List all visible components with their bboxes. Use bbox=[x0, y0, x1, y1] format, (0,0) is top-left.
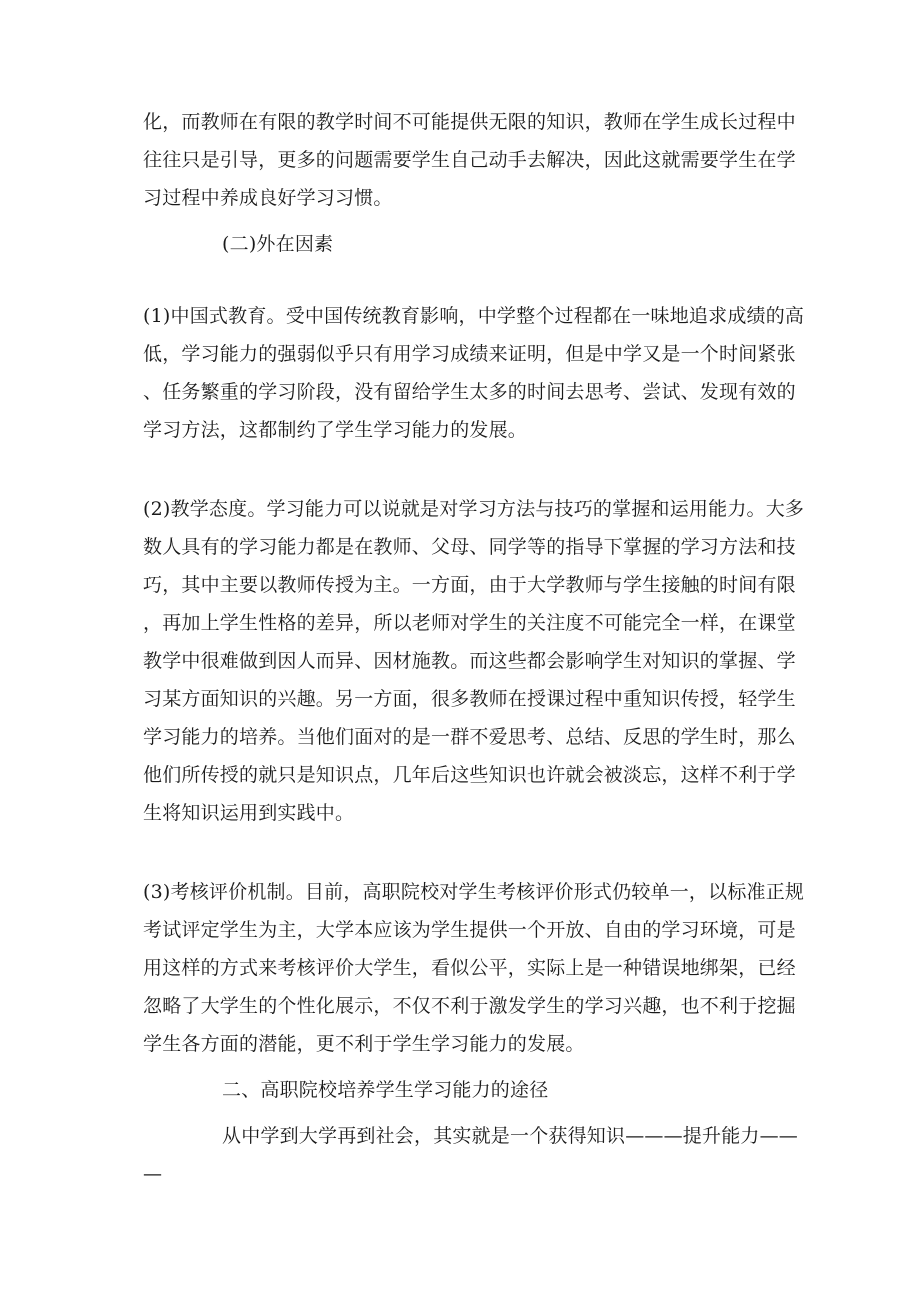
paragraph-line: 巧，其中主要以教师传授为主。一方面，由于大学教师与学生接触的时间有限 bbox=[143, 574, 796, 596]
paragraph-line: ，再加上学生性格的差异，所以老师对学生的关注度不可能完全一样，在课堂 bbox=[143, 612, 796, 634]
paragraph-line: 、任务繁重的学习阶段，没有留给学生太多的时间去思考、尝试、发现有效的 bbox=[143, 381, 796, 403]
paragraph-line: 忽略了大学生的个性化展示，不仅不利于激发学生的学习兴趣，也不利于挖掘 bbox=[143, 995, 796, 1017]
paragraph-line: — bbox=[143, 1163, 163, 1185]
section-heading-learning-pathways: 二、高职院校培养学生学习能力的途径 bbox=[222, 1079, 549, 1101]
paragraph-line: 数人具有的学习能力都是在教师、父母、同学等的指导下掌握的学习方法和技 bbox=[143, 536, 796, 558]
paragraph-line: 他们所传授的就只是知识点，几年后这些知识也许就会被淡忘，这样不利于学 bbox=[143, 764, 796, 786]
paragraph-line: 教学中很难做到因人而异、因材施教。而这些都会影响学生对知识的掌握、学 bbox=[143, 650, 796, 672]
section-heading-external-factors: (二)外在因素 bbox=[222, 233, 334, 255]
paragraph-line: (1)中国式教育。受中国传统教育影响，中学整个过程都在一味地追求成绩的高 bbox=[143, 305, 805, 327]
paragraph-line: 从中学到大学再到社会，其实就是一个获得知识———提升能力—— bbox=[222, 1125, 799, 1147]
paragraph-line: (2)教学态度。学习能力可以说就是对学习方法与技巧的掌握和运用能力。大多 bbox=[143, 498, 805, 520]
paragraph-line: 生将知识运用到实践中。 bbox=[143, 802, 355, 824]
paragraph-line: 用这样的方式来考核评价大学生，看似公平，实际上是一种错误地绑架，已经 bbox=[143, 957, 796, 979]
paragraph-line: 习某方面知识的兴趣。另一方面，很多教师在授课过程中重知识传授，轻学生 bbox=[143, 688, 796, 710]
paragraph-line: (3)考核评价机制。目前，高职院校对学生考核评价形式仍较单一，以标准正规 bbox=[143, 881, 805, 903]
paragraph-line: 低，学习能力的强弱似乎只有用学习成绩来证明，但是中学又是一个时间紧张 bbox=[143, 343, 796, 365]
paragraph-line: 学习方法，这都制约了学生学习能力的发展。 bbox=[143, 419, 528, 441]
paragraph-line: 习过程中养成良好学习习惯。 bbox=[143, 187, 393, 209]
paragraph-line: 化，而教师在有限的教学时间不可能提供无限的知识，教师在学生成长过程中 bbox=[143, 111, 796, 133]
paragraph-line: 学习能力的培养。当他们面对的是一群不爱思考、总结、反思的学生时，那么 bbox=[143, 726, 796, 748]
paragraph-line: 考试评定学生为主，大学本应该为学生提供一个开放、自由的学习环境，可是 bbox=[143, 919, 796, 941]
paragraph-line: 学生各方面的潜能，更不利于学生学习能力的发展。 bbox=[143, 1033, 585, 1055]
paragraph-line: 往往只是引导，更多的问题需要学生自己动手去解决，因此这就需要学生在学 bbox=[143, 149, 796, 171]
